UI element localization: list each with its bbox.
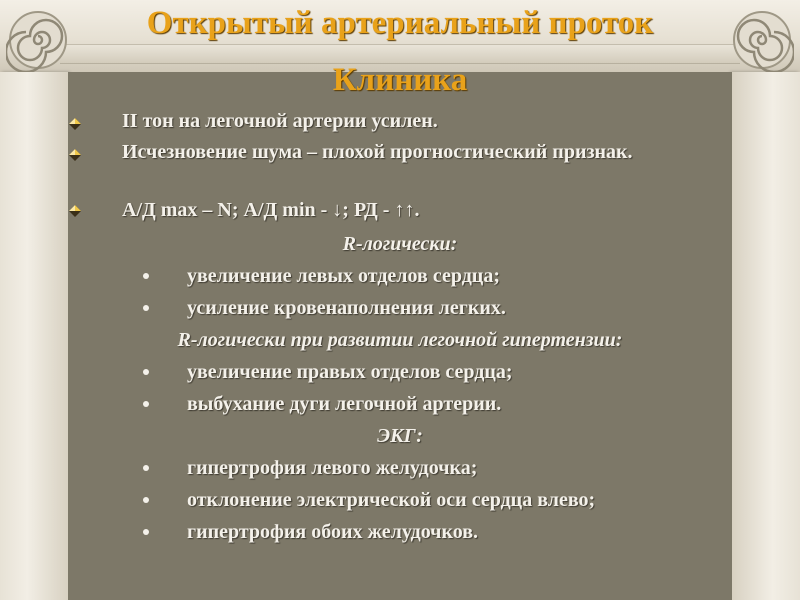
bullet-dot-icon: [143, 465, 149, 471]
bullet-dot-icon: [143, 497, 149, 503]
list-item: гипертрофия обоих желудочков.: [187, 521, 479, 543]
list-item: увеличение правых отделов сердца;: [187, 361, 513, 383]
diamond-bullet-icon: [68, 204, 82, 218]
capital-band: [60, 44, 740, 64]
list-item: усиление кровенаполнения легких.: [187, 297, 506, 319]
section-heading-xray-hypertension: R-логически при развитии легочной гипертензии:: [177, 329, 623, 351]
bullet-dot-icon: [143, 401, 149, 407]
section-heading-ecg: ЭКГ:: [377, 425, 423, 447]
main-point: II тон на легочной артерии усилен.: [122, 110, 438, 132]
bullet-dot-icon: [143, 529, 149, 535]
list-item: гипертрофия левого желудочка;: [187, 457, 478, 479]
list-item: увеличение левых отделов сердца;: [187, 265, 500, 287]
list-item: выбухание дуги легочной артерии.: [187, 393, 502, 415]
diamond-bullet-icon: [68, 117, 82, 131]
list-item: отклонение электрической оси сердца влево;: [187, 489, 596, 511]
slide-title: Открытый артериальный проток: [146, 5, 654, 41]
bullet-dot-icon: [143, 369, 149, 375]
diamond-bullet-icon: [68, 148, 82, 162]
main-point: А/Д max – N; А/Д min - ↓; РД - ↑↑.: [122, 199, 420, 221]
column-shaft-left: [0, 72, 68, 600]
bullet-dot-icon: [143, 273, 149, 279]
section-heading-xray: R-логически:: [342, 233, 458, 255]
bullet-dot-icon: [143, 305, 149, 311]
slide-subtitle: Клиника: [332, 62, 468, 98]
main-point: Исчезновение шума – плохой прогностический признак.: [122, 141, 633, 163]
